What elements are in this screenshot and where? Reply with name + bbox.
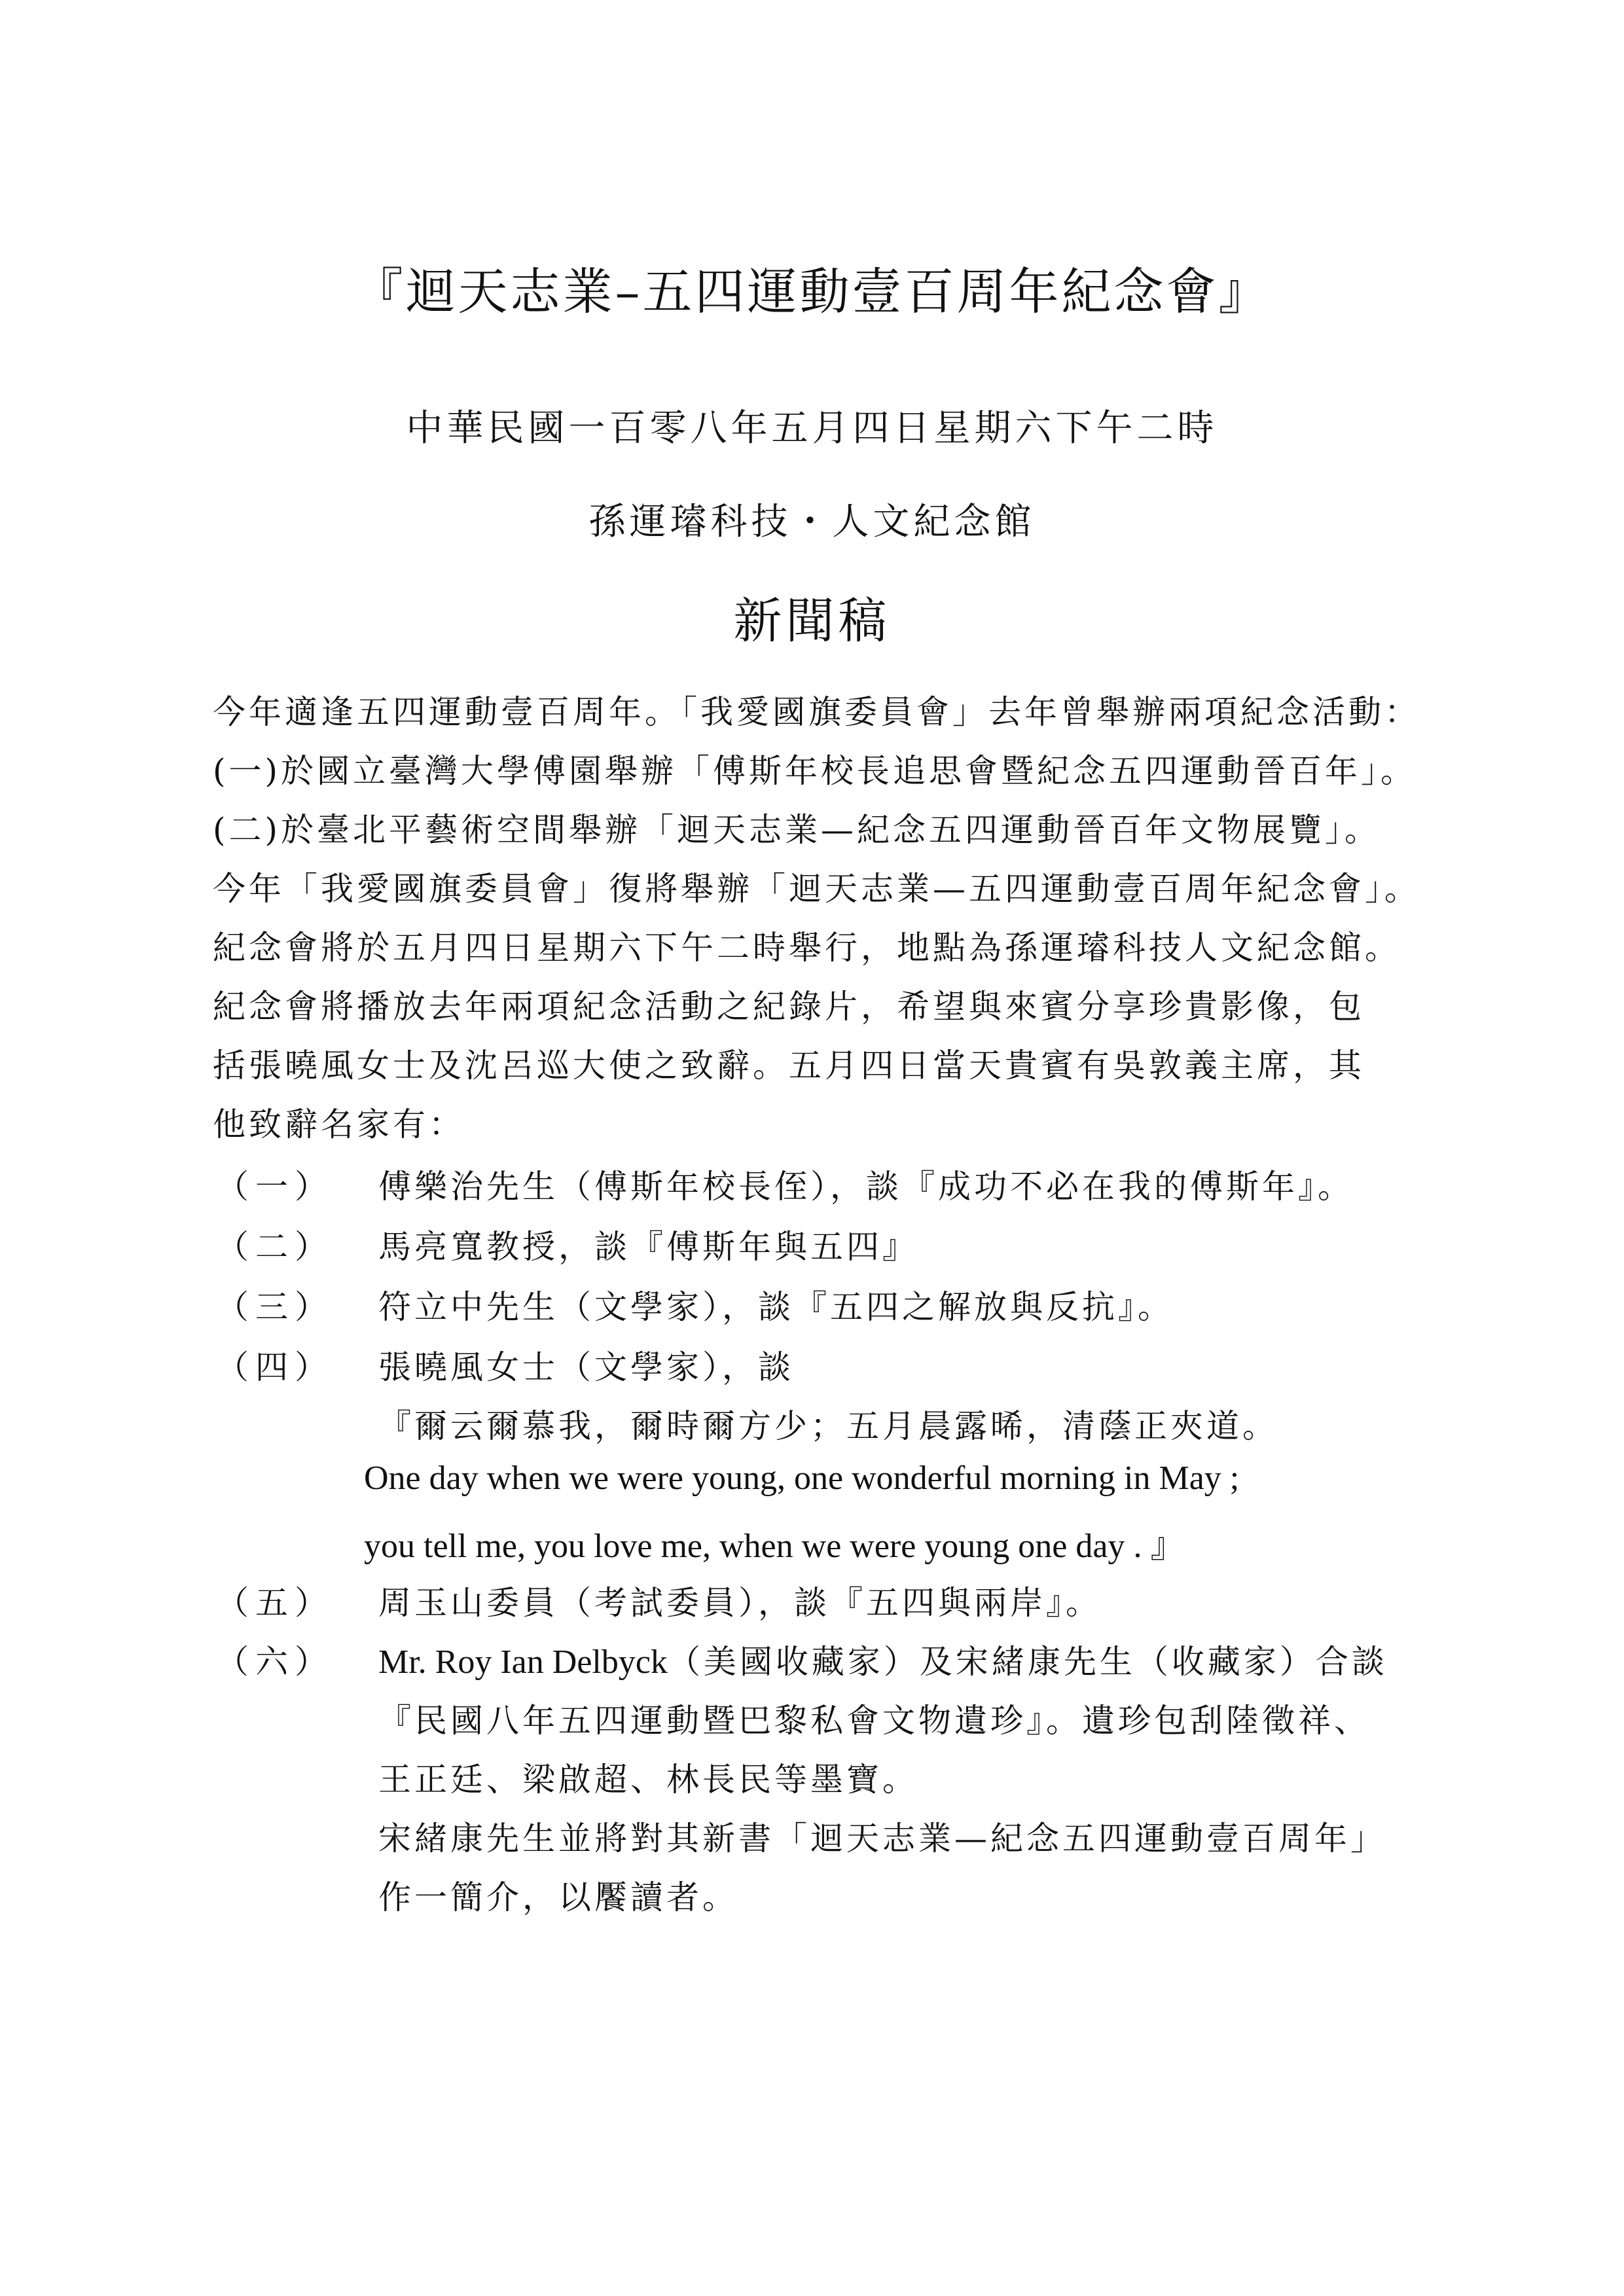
list-item-number: （六） — [216, 1643, 334, 1681]
list-item-number: （五） — [216, 1584, 334, 1622]
quote-line-english: you tell me, you love me, when we were young one day . 』 — [364, 1528, 1185, 1565]
list-item-number: （一） — [216, 1168, 334, 1206]
list-item-text: 馬亮寬教授，談『傅斯年與五四』 — [378, 1228, 918, 1266]
list-item-continuation: 王正廷、梁啟超、林長民等墨寶。 — [378, 1761, 918, 1799]
list-item-text-rest: （美國收藏家）及宋緒康先生（收藏家）合談 — [667, 1643, 1388, 1681]
list-item-text: 符立中先生（文學家），談『五四之解放與反抗』。 — [378, 1288, 1174, 1326]
paragraph-line: 紀念會將播放去年兩項紀念活動之紀錄片，希望與來賓分享珍貴影像，包 — [213, 988, 1365, 1026]
list-item-text: 傅樂治先生（傅斯年校長侄），談『成功不必在我的傅斯年』。 — [378, 1168, 1354, 1206]
press-release-heading: 新聞稿 — [733, 593, 891, 649]
paragraph-line: (一)於國立臺灣大學傅園舉辦「傅斯年校長追思會暨紀念五四運動晉百年」。 — [213, 752, 1417, 790]
list-item-number: （四） — [216, 1348, 334, 1386]
quote-line-chinese: 『爾云爾慕我，爾時爾方少；五月晨露晞，清蔭正夾道。 — [378, 1407, 1278, 1445]
list-item-continuation: 作一簡介，以饜讀者。 — [378, 1878, 738, 1916]
list-item-text: 張曉風女士（文學家），談 — [378, 1348, 794, 1386]
document-title: 『迴天志業–五四運動壹百周年紀念會』 — [353, 262, 1271, 321]
paragraph-line: (二)於臺北平藝術空間舉辦「迴天志業—紀念五四運動晉百年文物展覽」。 — [213, 811, 1381, 849]
paragraph-line: 紀念會將於五月四日星期六下午二時舉行，地點為孫運璿科技人文紀念館。 — [213, 929, 1401, 967]
paragraph-line: 今年適逢五四運動壹百周年。「我愛國旗委員會」去年曾舉辦兩項紀念活動： — [213, 693, 1420, 731]
paragraph-line: 他致辭名家有： — [213, 1105, 465, 1143]
paragraph-line: 括張曉風女士及沈呂巡大使之致辭。五月四日當天貴賓有吳敦義主席，其 — [213, 1047, 1365, 1085]
list-item-text: 周玉山委員（考試委員），談『五四與兩岸』。 — [378, 1584, 1102, 1622]
list-item-number: （二） — [216, 1228, 334, 1266]
quote-line-english: One day when we were young, one wonderful morning in May ; — [364, 1460, 1240, 1497]
list-item-continuation: 宋緒康先生並將對其新書「迴天志業—紀念五四運動壹百周年」 — [378, 1820, 1386, 1857]
collector-name: Mr. Roy Ian Delbyck — [378, 1643, 668, 1681]
list-item-text — [378, 1636, 1388, 1683]
list-item-number: （三） — [216, 1288, 334, 1326]
event-venue: 孫運璿科技・人文紀念館 — [588, 501, 1036, 543]
list-item-continuation: 『民國八年五四運動暨巴黎私會文物遺珍』。遺珍包刮陸徵祥、 — [378, 1702, 1370, 1740]
event-date: 中華民國一百零八年五月四日星期六下午二時 — [406, 407, 1218, 450]
paragraph-line: 今年「我愛國旗委員會」復將舉辦「迴天志業—五四運動壹百周年紀念會」。 — [213, 870, 1420, 908]
